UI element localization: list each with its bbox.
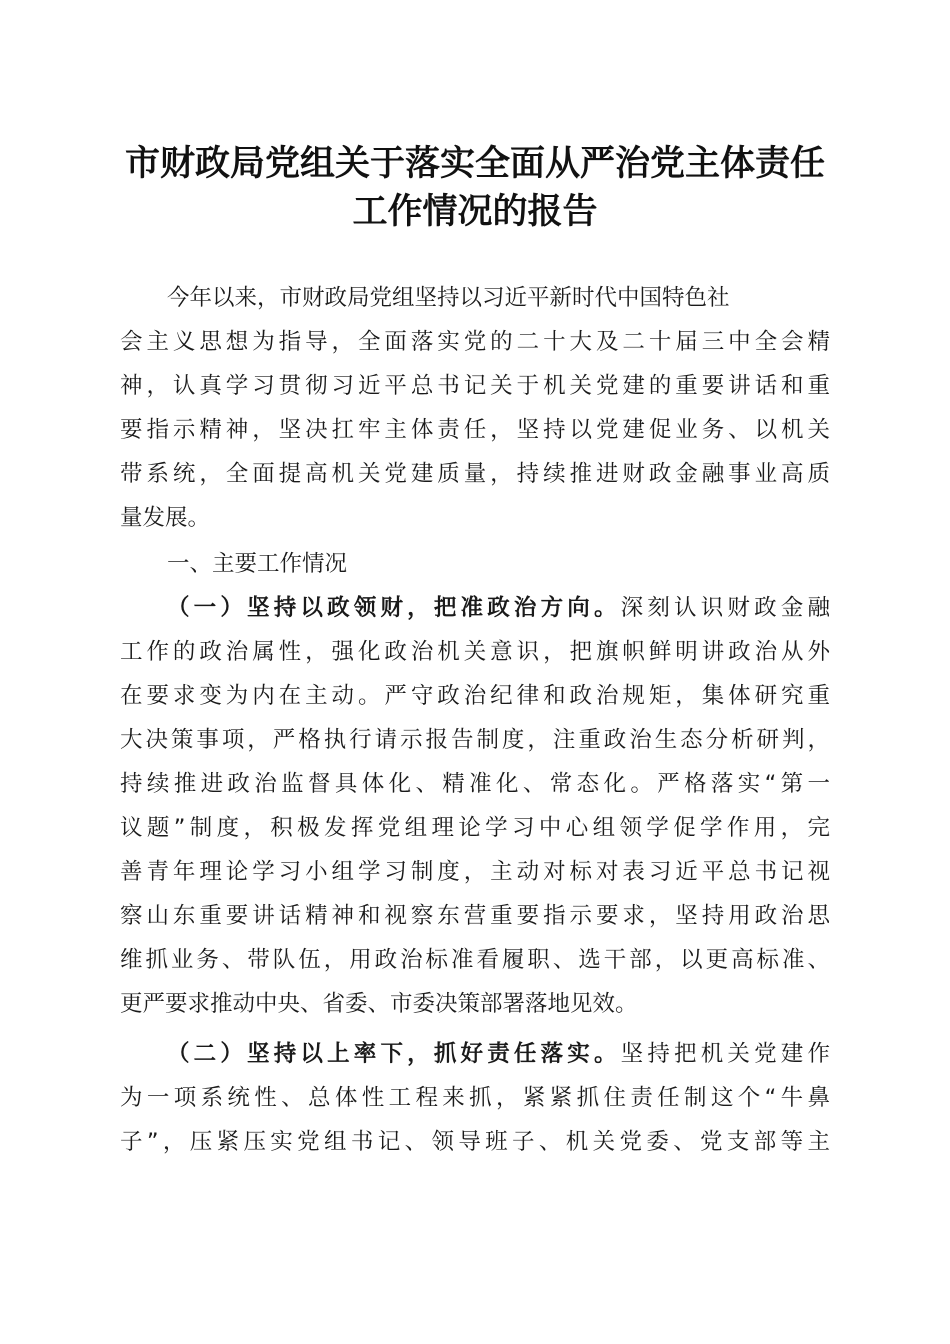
document-title-line-2: 工作情况的报告 <box>352 191 598 232</box>
subsection-2-line: 子”，压紧压实党组书记、领导班子、机关党委、党支部等主 <box>120 1129 830 1155</box>
subsection-2-first-line <box>167 1039 830 1069</box>
subsection-1-line: 大决策事项，严格执行请示报告制度，注重政治生态分析研判， <box>120 727 830 753</box>
subsection-2-first-rest: 坚持把机关党建作 <box>620 1041 830 1067</box>
subsection-2-lead: （二）坚持以上率下，抓好责任落实。 <box>167 1041 621 1067</box>
subsection-1-lead: （一）坚持以政领财，把准政治方向。 <box>167 595 621 621</box>
intro-line-6: 量发展。 <box>120 505 211 531</box>
subsection-2-line: 为一项系统性、总体性工程来抓，紧紧抓住责任制这个“牛鼻 <box>120 1085 830 1111</box>
subsection-1-first-rest: 深刻认识财政金融 <box>620 595 830 621</box>
intro-line-1: 今年以来，市财政局党组坚持以习近平新时代中国特色社 <box>167 285 730 311</box>
subsection-1-line: 察山东重要讲话精神和视察东营重要指示要求，坚持用政治思 <box>120 903 830 929</box>
subsection-1-line: 持续推进政治监督具体化、精准化、常态化。严格落实“第一 <box>120 771 830 797</box>
section-heading-main-work: 一、主要工作情况 <box>167 551 348 577</box>
subsection-1-line: 善青年理论学习小组学习制度，主动对标对表习近平总书记视 <box>120 859 830 885</box>
intro-line-4: 要指示精神，坚决扛牢主体责任，坚持以党建促业务、以机关 <box>120 417 830 443</box>
subsection-1-line: 在要求变为内在主动。严守政治纪律和政治规矩，集体研究重 <box>120 683 830 709</box>
subsection-1-line: 更严要求推动中央、省委、市委决策部署落地见效。 <box>120 991 638 1017</box>
intro-line-3: 神，认真学习贯彻习近平总书记关于机关党建的重要讲话和重 <box>120 373 830 399</box>
subsection-1-line: 工作的政治属性，强化政治机关意识，把旗帜鲜明讲政治从外 <box>120 639 830 665</box>
subsection-1-line: 维抓业务、带队伍，用政治标准看履职、选干部，以更高标准、 <box>120 947 830 973</box>
document-title-line-1: 市财政局党组关于落实全面从严治党主体责任 <box>124 143 825 184</box>
subsection-1-first-line <box>167 593 830 623</box>
intro-line-5: 带系统，全面提高机关党建质量，持续推进财政金融事业高质 <box>120 461 830 487</box>
subsection-1-line: 议题”制度，积极发挥党组理论学习中心组领学促学作用，完 <box>120 815 830 841</box>
intro-line-2: 会主义思想为指导，全面落实党的二十大及二十届三中全会精 <box>120 329 830 355</box>
